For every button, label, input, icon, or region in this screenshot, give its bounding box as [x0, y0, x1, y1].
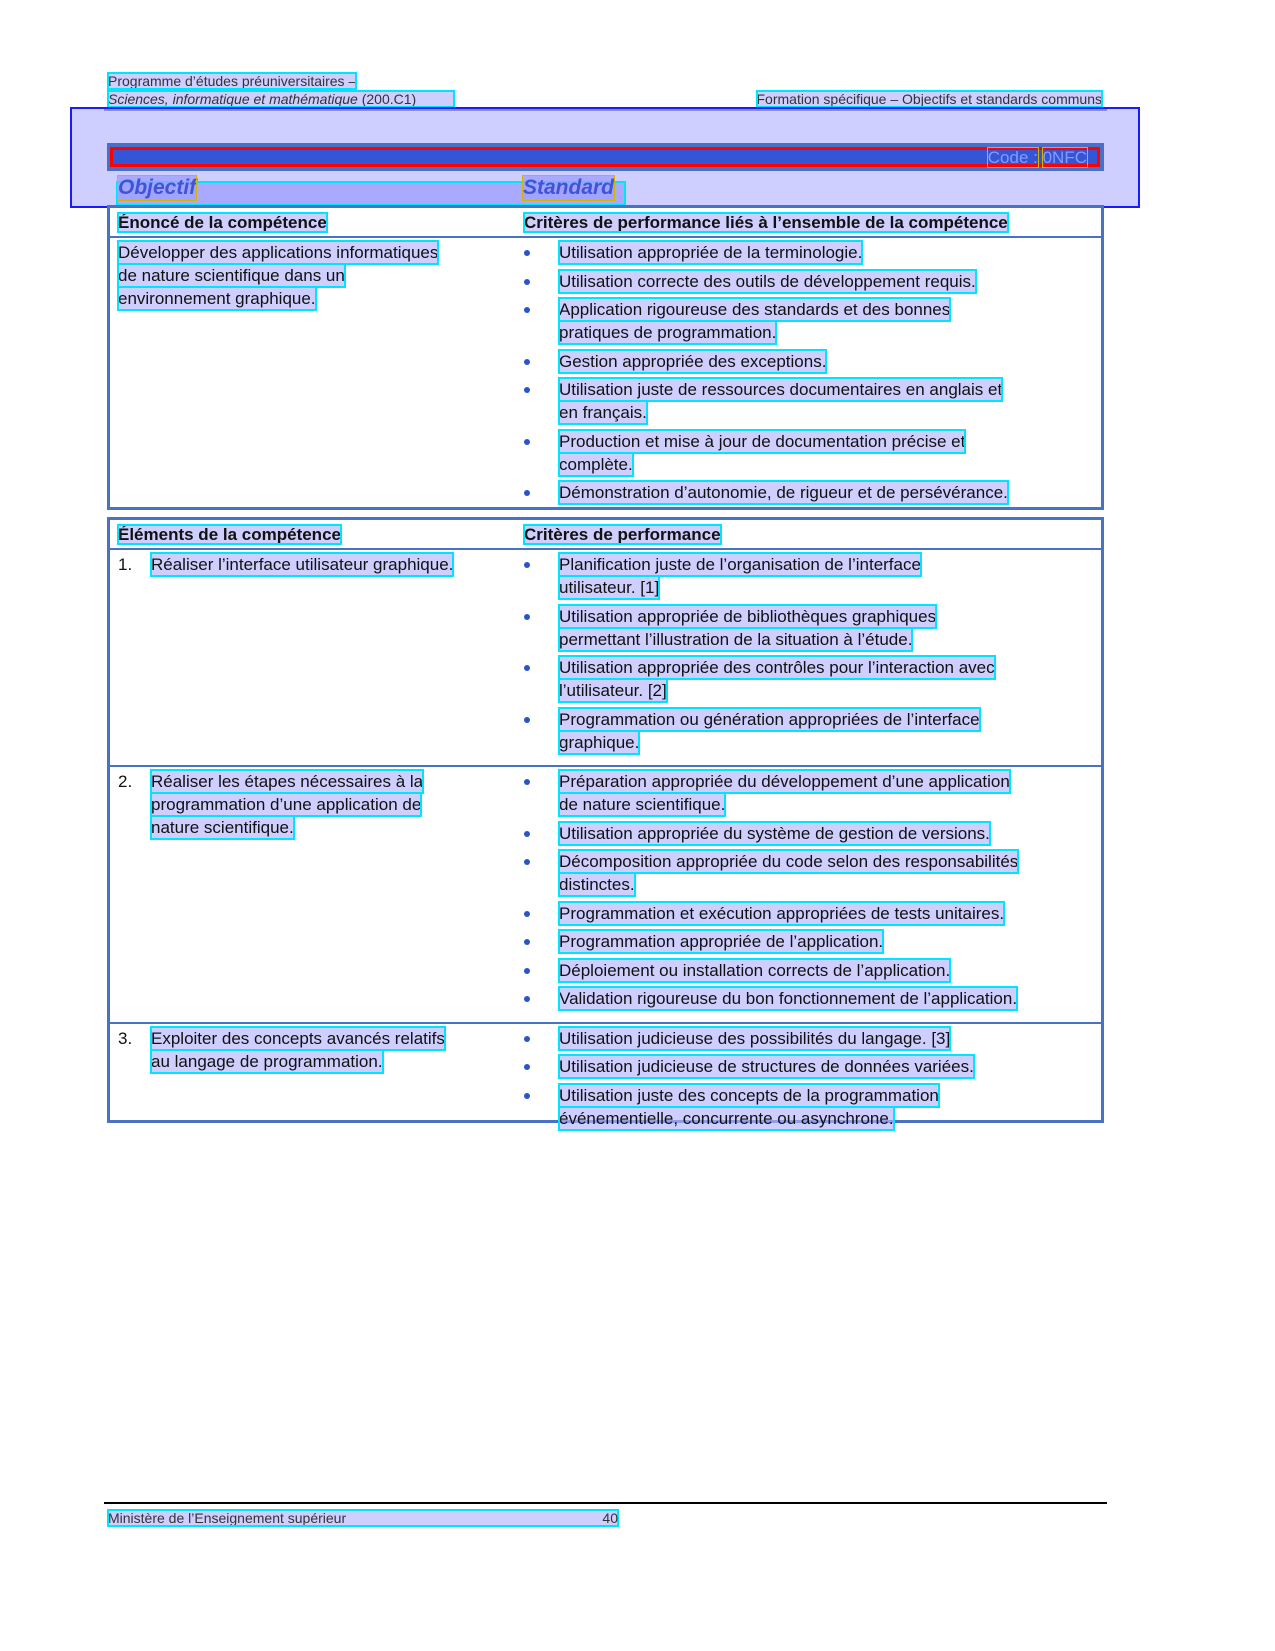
- criterion-item: [524, 1027, 1101, 1050]
- text-line: Utilisation correcte des outils de développement requis.: [559, 271, 976, 291]
- bullet-icon: [524, 1036, 530, 1042]
- text-line: Application rigoureuse des standards et des bonnes: [559, 300, 951, 319]
- code-value: 0NFC: [1042, 148, 1087, 167]
- criterion-item: [524, 656, 1101, 702]
- bullet-icon: [524, 439, 530, 445]
- element-row: [110, 1022, 1101, 1142]
- element-text: [118, 553, 518, 576]
- criteria-list: [524, 767, 1101, 1022]
- bullet-icon: [524, 387, 530, 393]
- bullet-icon: [524, 859, 530, 865]
- criteria-list: [524, 550, 1101, 765]
- criterion-item: [524, 298, 1101, 344]
- text-line: au langage de programmation.: [151, 1051, 383, 1071]
- text-line: Programmation appropriée de l’application.: [559, 932, 884, 951]
- text-line: Démonstration d’autonomie, de rigueur et de persévérance.: [559, 483, 1008, 502]
- bullet-icon: [524, 996, 530, 1002]
- criteria-list: [524, 1024, 1101, 1142]
- text-line: événementielle, concurrente ou asynchrone.: [559, 1108, 894, 1128]
- header-section: Formation spécifique – Objectifs et standards communs: [756, 91, 1102, 107]
- competence-table: [107, 205, 1104, 510]
- text-line: Utilisation appropriée de bibliothèques graphiques: [559, 606, 937, 626]
- criterion-item: [524, 1055, 1101, 1078]
- text-line: Programmation ou génération appropriées de l’interface: [559, 709, 980, 729]
- text-line: Validation rigoureuse du bon fonctionnement de l’application.: [559, 989, 1018, 1008]
- criterion-item: [524, 430, 1101, 476]
- element-number: 1.: [118, 555, 133, 574]
- text-line: Utilisation appropriée de la terminologie.: [559, 243, 863, 262]
- text-line: l’utilisateur. [2]: [559, 681, 667, 700]
- text-line: Utilisation appropriée des contrôles pour l’interaction avec: [559, 658, 995, 677]
- criterion-item: [524, 708, 1101, 754]
- criterion-item: [524, 850, 1101, 896]
- text-line: Utilisation judicieuse des possibilités du langage. [3]: [559, 1028, 951, 1048]
- criterion-item: [524, 378, 1101, 424]
- text-line: Production et mise à jour de documentation précise et: [559, 431, 966, 451]
- text-line: Décomposition appropriée du code selon des responsabilités: [559, 852, 1019, 871]
- objectif-label: Objectif: [118, 176, 197, 199]
- text-line: Déploiement ou installation corrects de l’application.: [559, 960, 951, 980]
- element-text: [118, 770, 518, 839]
- criterion-item: [524, 902, 1101, 925]
- text-line: Préparation appropriée du développement d’une application: [559, 772, 1010, 791]
- competence-row: [110, 238, 1101, 516]
- element-text: [118, 1027, 518, 1073]
- element-row: [110, 550, 1101, 765]
- elements-table: [107, 517, 1104, 1128]
- footer-rule: [104, 1502, 1107, 1504]
- elements-header: Éléments de la compétence: [118, 525, 341, 544]
- bullet-icon: [524, 939, 530, 945]
- text-line: programmation d’une application de: [151, 795, 422, 814]
- element-number: 3.: [118, 1028, 133, 1048]
- text-line: Exploiter des concepts avancés relatifs: [151, 1028, 445, 1048]
- footer-ministry: Ministère de l’Enseignement supérieur: [108, 1510, 347, 1526]
- text-line: distinctes.: [559, 875, 635, 894]
- header-program: Programme d’études préuniversitaires –: [108, 73, 357, 89]
- text-line: Utilisation judicieuse de structures de données variées.: [559, 1057, 974, 1076]
- criterion-item: [524, 987, 1101, 1010]
- criterion-item: [524, 822, 1101, 845]
- program-name: Sciences, informatique et mathématique: [108, 91, 358, 107]
- bullet-icon: [524, 250, 530, 256]
- criterion-item: [524, 770, 1101, 816]
- text-line: Gestion appropriée des exceptions.: [559, 351, 827, 371]
- global-criteria-header: Critères de performance liés à l’ensemble de la compétence: [524, 213, 1008, 232]
- criterion-item: [524, 270, 1101, 293]
- criterion-item: [524, 1084, 1101, 1130]
- page-number: 40: [602, 1510, 618, 1526]
- bullet-icon: [524, 717, 530, 723]
- criterion-item: [524, 553, 1101, 599]
- criterion-item: [524, 930, 1101, 953]
- criterion-item: [524, 481, 1101, 504]
- code-field: [988, 148, 1087, 168]
- program-code: (200.C1): [361, 91, 417, 107]
- bullet-icon: [524, 562, 530, 568]
- bullet-icon: [524, 911, 530, 917]
- competence-statement: [118, 241, 518, 310]
- criteria-list: [524, 238, 1101, 516]
- text-line: Réaliser l’interface utilisateur graphique.: [151, 555, 454, 574]
- bullet-icon: [524, 359, 530, 365]
- text-line: nature scientifique.: [151, 818, 294, 837]
- criterion-item: [524, 241, 1101, 264]
- bullet-icon: [524, 614, 530, 620]
- statement-header: Énoncé de la compétence: [118, 213, 327, 232]
- criterion-item: [524, 959, 1101, 982]
- text-line: environnement graphique.: [118, 289, 316, 308]
- text-line: de nature scientifique.: [559, 795, 726, 814]
- criteria-header: Critères de performance: [524, 525, 721, 544]
- code-bar-highlight: [110, 147, 1100, 167]
- text-line: Utilisation juste des concepts de la programmation: [559, 1085, 939, 1105]
- bullet-icon: [524, 1064, 530, 1070]
- standard-label: Standard: [523, 176, 615, 199]
- text-line: de nature scientifique dans un: [118, 266, 345, 285]
- element-number: 2.: [118, 772, 133, 791]
- elements-table-header: [110, 520, 1101, 550]
- text-line: graphique.: [559, 732, 640, 752]
- text-line: Réaliser les étapes nécessaires à la: [151, 772, 424, 791]
- header-program-name: [108, 91, 454, 107]
- footer: [108, 1510, 618, 1526]
- bullet-icon: [524, 307, 530, 313]
- text-line: utilisateur. [1]: [559, 578, 660, 597]
- bullet-icon: [524, 279, 530, 285]
- bullet-icon: [524, 831, 530, 837]
- text-line: Planification juste de l’organisation de l’interface: [559, 555, 921, 574]
- text-line: Programmation et exécution appropriées de tests unitaires.: [559, 903, 1005, 923]
- text-line: complète.: [559, 454, 633, 474]
- bullet-icon: [524, 665, 530, 671]
- text-line: permettant l’illustration de la situation à l’étude.: [559, 629, 913, 649]
- competence-table-header: [110, 208, 1101, 238]
- criterion-item: [524, 350, 1101, 373]
- criterion-item: [524, 605, 1101, 651]
- text-line: Développer des applications informatiques: [118, 243, 439, 262]
- text-line: Utilisation appropriée du système de gestion de versions.: [559, 823, 990, 843]
- text-line: Utilisation juste de ressources documentaires en anglais et: [559, 380, 1003, 399]
- bullet-icon: [524, 490, 530, 496]
- element-row: [110, 765, 1101, 1022]
- bullet-icon: [524, 968, 530, 974]
- bullet-icon: [524, 1093, 530, 1099]
- text-line: en français.: [559, 403, 647, 422]
- text-line: pratiques de programmation.: [559, 323, 777, 342]
- code-label: Code :: [987, 148, 1038, 167]
- bullet-icon: [524, 779, 530, 785]
